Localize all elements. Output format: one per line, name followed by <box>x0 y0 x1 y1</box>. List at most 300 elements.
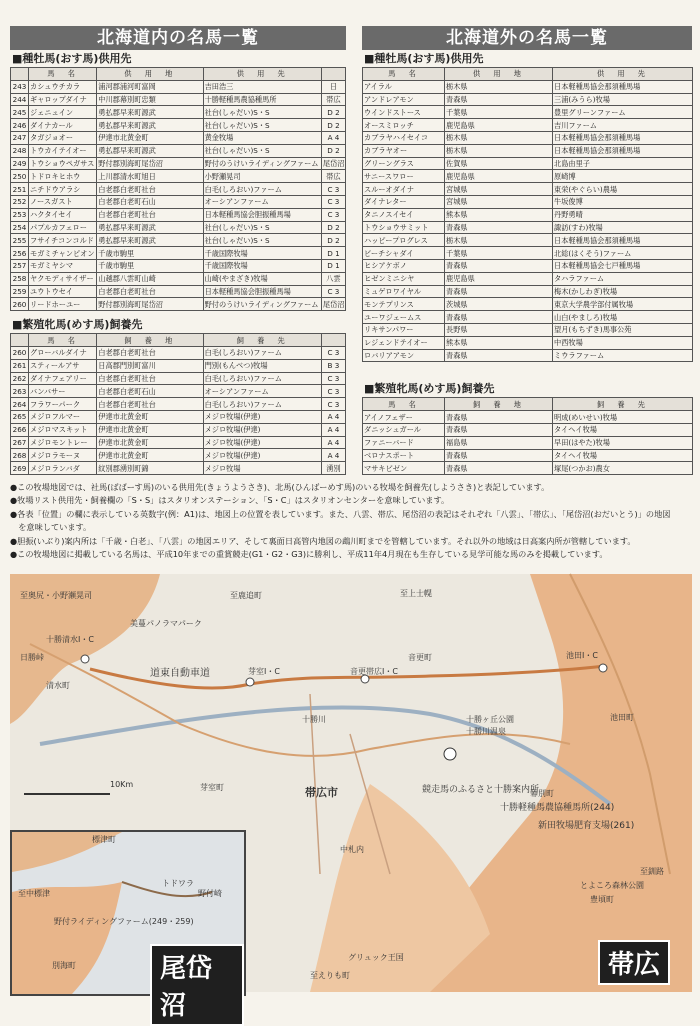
table-cell: B 3 <box>321 359 345 372</box>
table-row <box>363 285 693 298</box>
odaito-inset-map <box>10 830 246 1021</box>
obihiro-map-title: 帯広 <box>598 940 670 985</box>
table-cell: ヤクモディサイザー <box>29 272 97 285</box>
table-cell: 256 <box>11 247 29 260</box>
outside-banner: 北海道外の名馬一覧 <box>362 26 692 50</box>
table-cell: メジロランバダ <box>29 462 97 475</box>
table-cell: フラワーパーク <box>29 398 97 411</box>
table-cell: 266 <box>11 423 29 436</box>
table-cell: 鹿児島県 <box>445 272 553 285</box>
column-header: 馬 名 <box>29 334 97 347</box>
table-cell: 268 <box>11 449 29 462</box>
table-cell: 勇払郡早来町源武 <box>97 106 203 119</box>
table-cell: 千歳国際牧場 <box>203 247 321 260</box>
map-label: 道東自動車道 <box>150 668 210 679</box>
table-cell: 野付のうけいライディングファーム <box>203 157 321 170</box>
table-row <box>363 298 693 311</box>
table-row <box>11 449 346 462</box>
table-row <box>363 183 693 196</box>
table-row <box>11 106 346 119</box>
table-cell: 浦河郡浦河町富岡 <box>97 80 203 93</box>
table-cell: 青森県 <box>445 423 553 436</box>
table-cell: メジロモントレー <box>29 436 97 449</box>
odaito-map-title: 尾岱沼 <box>150 944 244 1026</box>
table-cell: ヒシアケボノ <box>363 259 445 272</box>
table-cell: ファニーバード <box>363 436 445 449</box>
table-cell: 日本軽種馬協会那須種馬場 <box>553 80 693 93</box>
note-line: ●この牧場地図では、社馬(ばばーす馬)のいる供用先(きょうようさき)、北馬(ひんばーめす馬)のいる牧場を飼養先(しようさき)と表記しています。 <box>10 482 550 492</box>
table-cell: 白老郡白老町社台 <box>97 208 203 221</box>
table-row <box>11 423 346 436</box>
note-line: ●牧場リスト供用先・飼養欄の「S・S」はスタリオンステーション、「S・C」はスタリオンセンターを意味しています。 <box>10 495 450 506</box>
map-label: 至鹿追町 <box>230 591 262 600</box>
table-cell: 青森県 <box>445 462 553 475</box>
table-cell: 長野県 <box>445 323 553 336</box>
table-cell: 青森県 <box>445 349 553 362</box>
table-cell: バンバサー <box>29 385 97 398</box>
table-cell: ギャロップダイナ <box>29 93 97 106</box>
table-row <box>11 195 346 208</box>
table-cell: 原崎博 <box>553 170 693 183</box>
table-header <box>363 398 693 411</box>
map-label: 至中標津 <box>18 889 50 898</box>
table-cell: 八雲 <box>321 272 345 285</box>
column-header: 供 用 先 <box>553 68 693 81</box>
domestic-banner: 北海道内の名馬一覧 <box>10 26 346 50</box>
table-row <box>363 144 693 157</box>
domestic-mare-table <box>10 333 346 475</box>
table-cell: 宮城県 <box>445 183 553 196</box>
table-cell: 山白(やましろ)牧場 <box>553 311 693 324</box>
table-cell: 豊里グリーンファーム <box>553 106 693 119</box>
table-cell: 白毛(しろおい)ファーム <box>203 398 321 411</box>
table-cell: 早田(はやた)牧場 <box>553 436 693 449</box>
table-cell: 牛坂俊博 <box>553 195 693 208</box>
table-cell: 245 <box>11 106 29 119</box>
table-row <box>11 144 346 157</box>
column-header: 飼 養 先 <box>203 334 321 347</box>
map-label: 十勝川 <box>302 715 326 724</box>
table-row <box>11 221 346 234</box>
table-cell: アイノフェザー <box>363 411 445 424</box>
map-label: 十勝軽種馬農協種馬所(244) <box>500 803 615 813</box>
table-cell: モンテプリンス <box>363 298 445 311</box>
table-row <box>363 323 693 336</box>
column-header: 供 用 地 <box>445 68 553 81</box>
table-cell: 千歳国際牧場 <box>203 259 321 272</box>
outside-mare-table <box>362 397 693 475</box>
table-cell: 日本軽種馬協会那須種馬場 <box>553 144 693 157</box>
table-row <box>363 411 693 424</box>
table-cell: 中川郡幕別町忠類 <box>97 93 203 106</box>
table-cell: メジロ牧場(伊達) <box>203 449 321 462</box>
table-cell: ダニッシュガール <box>363 423 445 436</box>
table-cell: カブラヤオー <box>363 144 445 157</box>
table-cell: 青森県 <box>445 259 553 272</box>
table-cell: 249 <box>11 157 29 170</box>
table-cell: 白老郡白老町社台 <box>97 183 203 196</box>
table-cell: 野付郡別海町尾岱沼 <box>97 298 203 311</box>
table-cell: 小野瀬晃司 <box>203 170 321 183</box>
table-cell: 熊本県 <box>445 208 553 221</box>
map-label: 音更帯広I・C <box>350 667 398 676</box>
table-cell: 野付のうけいライディングファーム <box>203 298 321 311</box>
table-cell: タイヘイ牧場 <box>553 423 693 436</box>
domestic-stallion-table <box>10 67 346 311</box>
table-cell: 社台(しゃだい)S・S <box>203 221 321 234</box>
area-map <box>10 574 692 1021</box>
table-cell: タイヘイ牧場 <box>553 449 693 462</box>
table-cell: D 1 <box>321 259 345 272</box>
table-header <box>11 334 346 347</box>
column-header <box>321 68 345 81</box>
table-cell: 白老郡白老町社台 <box>97 346 203 359</box>
table-row <box>363 247 693 260</box>
table-cell: 栃木県 <box>445 234 553 247</box>
table-cell: ウインドストース <box>363 106 445 119</box>
table-cell: 青森県 <box>445 93 553 106</box>
table-cell: 千葉県 <box>445 106 553 119</box>
table-cell: 250 <box>11 170 29 183</box>
table-cell: 帯広 <box>321 170 345 183</box>
column-header <box>11 334 29 347</box>
table-row <box>363 336 693 349</box>
table-cell: D 2 <box>321 119 345 132</box>
table-cell: 北島由里子 <box>553 157 693 170</box>
table-cell: 勇払郡早来町源武 <box>97 119 203 132</box>
table-cell: 青森県 <box>445 311 553 324</box>
table-cell: メジロ牧場(伊達) <box>203 436 321 449</box>
map-label: 十勝清水I・C <box>46 635 94 644</box>
table-row <box>363 195 693 208</box>
table-cell: ロバリアアモン <box>363 349 445 362</box>
table-cell: オースミロッチ <box>363 119 445 132</box>
map-label: 標津町 <box>92 835 116 844</box>
table-cell: 白老郡白老町社台 <box>97 398 203 411</box>
table-cell: 帯広 <box>321 93 345 106</box>
table-cell: ダイナフェアリー <box>29 372 97 385</box>
table-cell: 伊達市北黄金町 <box>97 423 203 436</box>
map-label: 至釧路 <box>640 867 664 876</box>
table-cell: 望月(もちずき)馬事公苑 <box>553 323 693 336</box>
table-row <box>363 80 693 93</box>
table-cell: 野付郡別海町尾岱沼 <box>97 157 203 170</box>
table-row <box>11 462 346 475</box>
table-row <box>11 119 346 132</box>
table-row <box>11 157 346 170</box>
table-row <box>363 93 693 106</box>
table-cell: タニノスイセイ <box>363 208 445 221</box>
table-cell: 254 <box>11 221 29 234</box>
table-cell: 千葉県 <box>445 247 553 260</box>
table-cell: A 4 <box>321 131 345 144</box>
table-cell: ベロナスポート <box>363 449 445 462</box>
table-row <box>363 106 693 119</box>
table-row <box>363 436 693 449</box>
table-cell: 243 <box>11 80 29 93</box>
map-label: 至えりも町 <box>310 971 350 980</box>
table-row <box>363 311 693 324</box>
note-line: ●胆振(いぶり)案内所は「千歳・白老」、「八雲」の地図エリア、そして裏面日高管内地図の鵡川町までを管轄しています。それ以外の地域は日高案内所が管轄しています。 <box>10 535 636 546</box>
table-row <box>11 170 346 183</box>
table-cell: フサイチコンコルド <box>29 234 97 247</box>
table-cell: 栃木県 <box>445 131 553 144</box>
table-cell: ダイナカール <box>29 119 97 132</box>
table-cell: アンドレアモン <box>363 93 445 106</box>
table-cell: 東栄(やぐらい)農場 <box>553 183 693 196</box>
table-row <box>363 221 693 234</box>
table-row <box>363 259 693 272</box>
table-cell: タガジョオー <box>29 131 97 144</box>
table-cell: 260 <box>11 346 29 359</box>
map-label: 美蔓パノラマパーク <box>130 619 202 628</box>
column-header: 飼 養 先 <box>553 398 693 411</box>
table-cell: タハラファーム <box>553 272 693 285</box>
table-cell: トウショウサミット <box>363 221 445 234</box>
table-row <box>363 208 693 221</box>
table-cell: メジロ牧場 <box>203 462 321 475</box>
table-cell: 日本軽種馬協会胆振種馬場 <box>203 285 321 298</box>
table-row <box>363 272 693 285</box>
map-label: 十勝川温泉 <box>466 727 506 736</box>
outside-stallion-title: ■種牡馬(おす馬)供用先 <box>364 52 484 65</box>
column-header: 供 用 先 <box>203 68 321 81</box>
table-cell: 白老郡白老町石山 <box>97 195 203 208</box>
table-row <box>11 298 346 311</box>
table-cell: 251 <box>11 183 29 196</box>
table-cell: 262 <box>11 372 29 385</box>
table-cell: C 3 <box>321 385 345 398</box>
map-label: 帯広市 <box>305 786 338 799</box>
table-cell: ヒゼンミニシヤ <box>363 272 445 285</box>
table-cell: 伊達市北黄金町 <box>97 436 203 449</box>
table-cell: C 3 <box>321 372 345 385</box>
table-cell: 社台(しゃだい)S・S <box>203 234 321 247</box>
table-cell: リードホーユー <box>29 298 97 311</box>
table-cell: 熊本県 <box>445 336 553 349</box>
table-cell: D 2 <box>321 106 345 119</box>
map-label: 至奥尻・小野瀬晃司 <box>20 591 92 600</box>
table-cell: 丹野勇晴 <box>553 208 693 221</box>
table-cell: アイラル <box>363 80 445 93</box>
table-cell: 栃木県 <box>445 144 553 157</box>
table-row <box>363 449 693 462</box>
map-label: トドワラ <box>162 879 194 888</box>
table-cell: 社台(しゃだい)S・S <box>203 106 321 119</box>
table-cell: D 2 <box>321 144 345 157</box>
table-cell: サニースワロー <box>363 170 445 183</box>
table-cell: 山越郡八雲町山崎 <box>97 272 203 285</box>
footnotes <box>10 481 692 561</box>
map-label: 日勝峠 <box>20 653 44 662</box>
table-cell: ハッピープログレス <box>363 234 445 247</box>
table-cell: メジロ牧場(伊達) <box>203 423 321 436</box>
table-row <box>11 234 346 247</box>
table-cell: 255 <box>11 234 29 247</box>
table-cell: C 3 <box>321 398 345 411</box>
table-cell: 伊達市北黄金町 <box>97 410 203 423</box>
table-cell: 伊達市北黄金町 <box>97 131 203 144</box>
map-label: 芽室町 <box>200 783 224 792</box>
table-cell: 尾岱沼 <box>322 158 345 168</box>
table-cell: 三浦(みうら)牧場 <box>553 93 693 106</box>
map-label: 野付ライディングファーム(249・259) <box>54 917 194 926</box>
table-cell: 東京大学農学部付属牧場 <box>553 298 693 311</box>
table-cell: 梅木(かしわぎ)牧場 <box>553 285 693 298</box>
table-cell: 白毛(しろおい)ファーム <box>203 346 321 359</box>
table-row <box>11 247 346 260</box>
table-cell: グローバルダイナ <box>29 346 97 359</box>
table-cell: トウショウペガサス <box>29 157 97 170</box>
table-cell: 諏訪(すわ)牧場 <box>553 221 693 234</box>
table-cell: 265 <box>11 410 29 423</box>
table-cell: 261 <box>11 359 29 372</box>
table-cell: 福島県 <box>445 436 553 449</box>
table-cell: 黄金牧場 <box>203 131 321 144</box>
column-header: 飼 養 地 <box>445 398 553 411</box>
table-cell: ミュゲロワイヤル <box>363 285 445 298</box>
map-label: 別海町 <box>52 961 76 970</box>
table-cell: 山崎(やまざき)牧場 <box>203 272 321 285</box>
table-header <box>363 68 693 81</box>
table-cell: 鹿児島県 <box>445 170 553 183</box>
map-label: 中札内 <box>340 845 364 854</box>
table-cell: 明成(めいせい)牧場 <box>553 411 693 424</box>
table-cell: 246 <box>11 119 29 132</box>
domestic-stallion-title: ■種牡馬(おす馬)供用先 <box>12 52 132 65</box>
note-line: ●各表「位置」の欄に表示している英数字(例：A1)は、地図上の位置を表しています。また、八雲、帯広、尾岱沼の表記はそれぞれ「八雲」、「帯広」、「尾岱沼(おだいとう)」の地図 <box>10 508 671 519</box>
table-cell: 中西牧場 <box>553 336 693 349</box>
column-header <box>321 334 345 347</box>
table-row <box>11 259 346 272</box>
table-row <box>11 385 346 398</box>
table-cell: 十勝軽種馬農協種馬所 <box>203 93 321 106</box>
table-row <box>363 157 693 170</box>
table-cell: A 4 <box>321 423 345 436</box>
table-cell: 258 <box>11 272 29 285</box>
map-label: 芽室I・C <box>248 667 280 676</box>
table-cell: 260 <box>11 298 29 311</box>
table-cell: 塚尾(つかお)農女 <box>553 462 693 475</box>
table-row <box>11 208 346 221</box>
table-cell: 北総(はくそう)ファーム <box>553 247 693 260</box>
map-label: 豊頃町 <box>590 895 614 904</box>
map-label: 競走馬のふるさと十勝案内所 <box>422 785 540 795</box>
note-line: ●この牧場地図に掲載している名馬は、平成10年までの重賞競走(G1・G2・G3)に勝利し、平成11年4月現在も生存している見学可能な馬のみを掲載しています。 <box>10 549 608 560</box>
note-line: を意味しています。 <box>10 522 92 533</box>
map-label: 音更町 <box>408 653 432 662</box>
table-row <box>11 93 346 106</box>
table-cell: カブラヤハイセイコ <box>363 131 445 144</box>
table-row <box>363 349 693 362</box>
map-label: 清水町 <box>46 681 70 690</box>
table-cell: A 4 <box>321 449 345 462</box>
table-cell: D 2 <box>321 221 345 234</box>
table-cell: A 4 <box>321 436 345 449</box>
table-cell: 日 <box>321 80 345 93</box>
table-cell: 247 <box>11 131 29 144</box>
table-cell: C 3 <box>321 285 345 298</box>
table-row <box>363 423 693 436</box>
table-cell: トウカイテイオー <box>29 144 97 157</box>
table-cell: 259 <box>11 285 29 298</box>
map-label: 池田町 <box>610 713 634 722</box>
column-header: 馬 名 <box>29 68 97 81</box>
map-label: 池田I・C <box>566 651 598 660</box>
table-cell: 栃木県 <box>445 80 553 93</box>
column-header: 馬 名 <box>363 398 445 411</box>
table-cell: ダイナレター <box>363 195 445 208</box>
table-row <box>363 119 693 132</box>
table-cell: 門別(もんべつ)牧場 <box>203 359 321 372</box>
table-row <box>11 436 346 449</box>
table-cell: 253 <box>11 208 29 221</box>
table-row <box>11 131 346 144</box>
table-cell: ハクタイセイ <box>29 208 97 221</box>
table-cell: トドロキヒホウ <box>29 170 97 183</box>
table-cell: 267 <box>11 436 29 449</box>
outside-stallion-table <box>362 67 693 362</box>
table-cell: 白毛(しろおい)ファーム <box>203 372 321 385</box>
table-cell: モガミヤシマ <box>29 259 97 272</box>
table-cell: 社台(しゃだい)S・S <box>203 119 321 132</box>
table-cell: 勇払郡早来町源武 <box>97 221 203 234</box>
table-row <box>11 346 346 359</box>
table-row <box>363 131 693 144</box>
table-cell: 吉田浩三 <box>203 80 321 93</box>
table-cell: スティールアサ <box>29 359 97 372</box>
table-cell: レジェンドテイオー <box>363 336 445 349</box>
table-cell: 吉川ファーム <box>553 119 693 132</box>
table-cell: 264 <box>11 398 29 411</box>
table-cell: メジロ牧場(伊達) <box>203 410 321 423</box>
table-row <box>11 272 346 285</box>
table-cell: 日高郡門別町富川 <box>97 359 203 372</box>
outside-section <box>362 26 692 475</box>
table-row <box>11 183 346 196</box>
table-row <box>11 359 346 372</box>
table-cell: 日本軽種馬協会七戸種馬場 <box>553 259 693 272</box>
table-cell: 263 <box>11 385 29 398</box>
table-cell: 伊達市北黄金町 <box>97 449 203 462</box>
table-cell: D 2 <box>321 234 345 247</box>
table-row <box>363 462 693 475</box>
outside-mare-title: ■繁殖牝馬(めす馬)飼養先 <box>364 382 495 396</box>
table-cell: 248 <box>11 144 29 157</box>
table-cell: ミウラファーム <box>553 349 693 362</box>
table-cell: 青森県 <box>445 449 553 462</box>
table-cell: 青森県 <box>445 221 553 234</box>
map-label: 野付崎 <box>198 889 222 898</box>
map-scale: 10Km <box>110 780 134 789</box>
table-cell: パプルカフェロー <box>29 221 97 234</box>
table-cell: ジェニュイン <box>29 106 97 119</box>
table-cell: モガミチャンピオン <box>29 247 97 260</box>
table-cell: オーシアンファーム <box>203 385 321 398</box>
table-cell: C 3 <box>321 346 345 359</box>
table-cell: 257 <box>11 259 29 272</box>
table-cell: オーシアンファーム <box>203 195 321 208</box>
map-label: 新田牧場肥育支場(261) <box>538 821 635 831</box>
table-cell: C 3 <box>321 208 345 221</box>
table-cell: 白老郡白老町石山 <box>97 385 203 398</box>
table-cell: 鹿児島県 <box>445 119 553 132</box>
column-header: 馬 名 <box>363 68 445 81</box>
column-header: 供 用 地 <box>97 68 203 81</box>
table-cell: 勇払郡早来町源武 <box>97 144 203 157</box>
table-cell: グリーングラス <box>363 157 445 170</box>
column-header <box>11 68 29 81</box>
